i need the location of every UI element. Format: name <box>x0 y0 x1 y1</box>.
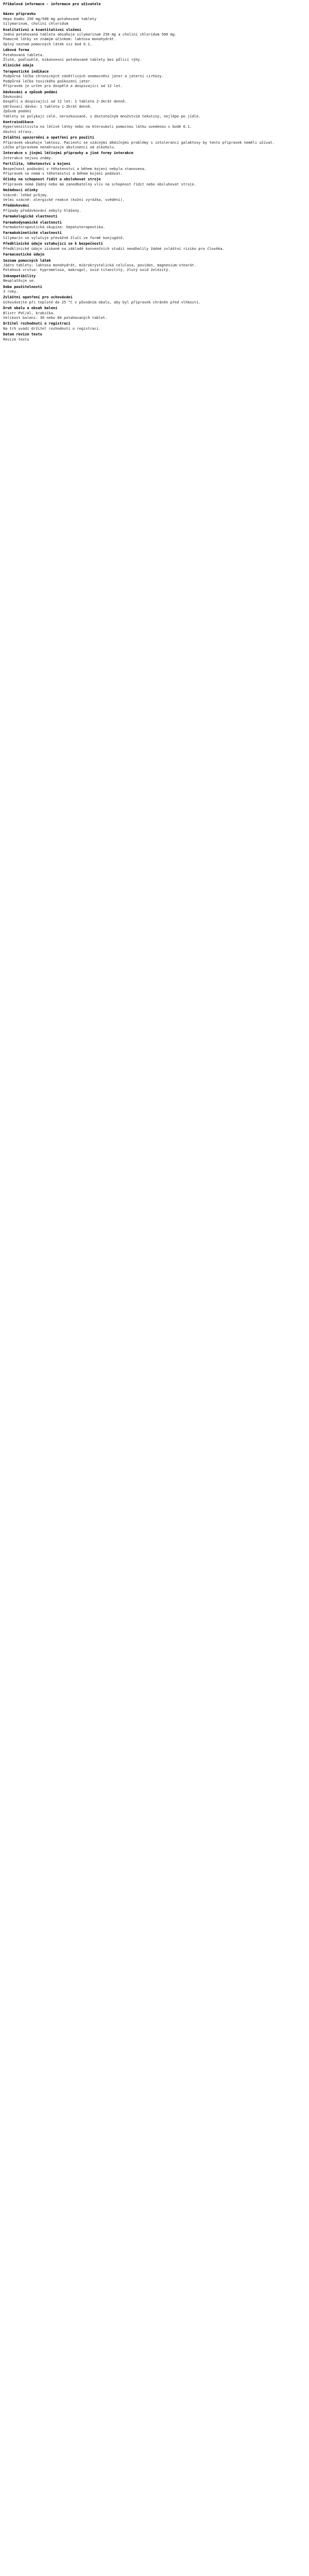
section-line: Silymarinum, cholini chloridum <box>3 22 68 26</box>
section-heading: Kontraindikace <box>3 120 34 124</box>
section-heading: Nežádoucí účinky <box>3 188 38 193</box>
section-block <box>3 321 306 331</box>
section-block <box>3 242 306 251</box>
section-block <box>3 285 306 295</box>
section-block <box>3 306 306 320</box>
section-heading: Klinické údaje <box>3 63 34 68</box>
section-line: Předklinické údaje získané na základě konvenčních studií neodhalily žádné zvláštní riziko pro člověka. <box>3 246 225 251</box>
section-block <box>3 221 306 230</box>
section-heading: Seznam pomocných látek <box>3 258 51 263</box>
section-heading: Držitel rozhodnutí o registraci <box>3 321 71 326</box>
section-line: Blistr PVC/Al, krabička. <box>3 311 56 315</box>
section-line: Hepa Kombi 250 mg/500 mg potahované tablety <box>3 16 97 21</box>
section-block <box>3 63 306 68</box>
document-title: Přibalová informace - informace pro uživatele <box>3 2 101 6</box>
section-heading: Dávkování a způsob podání <box>3 90 58 94</box>
section-block <box>3 188 306 202</box>
section-line: Neuplatňuje se. <box>3 279 36 283</box>
section-heading: Farmakodynamické vlastnosti <box>3 220 62 225</box>
section-heading: Účinky na schopnost řídit a obsluhovat stroje <box>3 177 101 182</box>
section-heading: Terapeutické indikace <box>3 69 49 74</box>
section-line: Hypersenzitivita na léčivé látky nebo na kteroukoli pomocnou látku uvedenou v bodě 6.1. <box>3 125 192 129</box>
section-block <box>3 231 306 241</box>
section-line: Silymarin se vylučuje převážně žlučí ve formě konjugátů. <box>3 235 125 240</box>
section-heading: Farmaceutické údaje <box>3 252 45 257</box>
section-block <box>3 120 306 134</box>
section-block <box>3 70 306 89</box>
section-line: Na trh uvádí držitel rozhodnutí o registraci. <box>3 326 101 331</box>
section-block <box>3 274 306 284</box>
section-block <box>3 12 306 26</box>
section-block <box>3 214 306 219</box>
section-block <box>3 28 306 47</box>
section-line: Jedna potahovaná tableta obsahuje silymarinum 250 mg a cholini chloridum 500 mg. <box>3 32 177 37</box>
section-line: Bezpečnost podávání v těhotenství a během kojení nebyla stanovena. <box>3 166 147 171</box>
section-line: Potahovaná tableta. <box>3 53 45 57</box>
section-heading: Název přípravku <box>3 12 36 16</box>
section-line: Přípravek je určen pro dospělé a dospívající od 12 let. <box>3 84 123 89</box>
section-line: Pomocné látky se známým účinkem: laktosa monohydrát. <box>3 37 116 42</box>
section-line: Úplný seznam pomocných látek viz bod 6.1. <box>3 42 92 46</box>
section-heading: Kvalitativní a kvantitativní složení <box>3 27 81 32</box>
section-heading: Farmakologické vlastnosti <box>3 214 58 219</box>
section-line: Jádro tablety: laktosa monohydrát, mikrokrystalická celulosa, povidon, magnesium-stearát. <box>3 263 197 267</box>
section-line: Dávkování <box>3 94 23 99</box>
section-heading: Datum revize textu <box>3 332 42 337</box>
section-line: Udržovací dávka: 1 tableta 1-2krát denně. <box>3 104 92 109</box>
section-block <box>3 151 306 161</box>
section-line: Potahová vrstva: hypromelosa, makrogol, oxid titaničitý, žlutý oxid železitý. <box>3 268 170 273</box>
section-heading: Předklinické údaje vztahující se k bezpečnosti <box>3 242 103 246</box>
section-line: Velikost balení: 30 nebo 60 potahovaných tablet. <box>3 315 108 320</box>
section-heading: Farmakokinetické vlastnosti <box>3 231 62 235</box>
section-block <box>3 162 306 176</box>
section-line: 3 roky. <box>3 289 19 294</box>
section-line: Uchovávejte při teplotě do 25 °C v původním obalu, aby byl přípravek chráněn před vlhkostí. <box>3 300 201 304</box>
section-line: Dospělí a dospívající od 12 let: 1 tableta 2-3krát denně. <box>3 99 127 104</box>
section-block <box>3 259 306 273</box>
section-line: Farmakoterapeutická skupina: hepatoterapeutika. <box>3 225 106 230</box>
section-line: Léčba přípravkem nenahrazuje abstinenci od alkoholu. <box>3 145 116 149</box>
section-line: Vzácně: lehké průjmy. <box>3 193 49 197</box>
section-block <box>3 332 306 342</box>
section-block <box>3 252 306 257</box>
leaflet-document <box>0 0 309 348</box>
section-block <box>3 177 306 187</box>
sections-container <box>3 12 306 342</box>
section-block <box>3 48 306 62</box>
section-line: Přípravek nemá žádný nebo má zanedbatelný vliv na schopnost řídit nebo obsluhovat stroje. <box>3 182 197 187</box>
section-heading: Druh obalu a obsah balení <box>3 306 58 311</box>
section-line: Podpůrná léčba chronických zánětlivých onemocnění jater a jaterní cirhózy. <box>3 74 164 79</box>
section-line: Akutní otravy. <box>3 129 34 134</box>
section-line: Podpůrná léčba toxického poškození jater. <box>3 79 92 83</box>
section-line: Případy předávkování nebyly hlášeny. <box>3 208 81 213</box>
spacer <box>3 7 306 12</box>
section-heading: Předávkování <box>3 204 29 208</box>
section-block <box>3 204 306 213</box>
section-line: Velmi vzácně: alergické reakce (kožní vyrážka, svědění). <box>3 198 125 202</box>
section-line: Tablety se polykají celé, nerozkousané, s dostatečným množstvím tekutiny, nejlépe po jídle. <box>3 114 201 118</box>
section-line: Interakce nejsou známy. <box>3 156 53 160</box>
section-heading: Léková forma <box>3 48 29 53</box>
section-heading: Zvláštní opatření pro uchovávání <box>3 295 73 300</box>
section-heading: Inkompatibility <box>3 274 36 278</box>
section-block <box>3 135 306 150</box>
section-line: Přípravek se nemá v těhotenství a během kojení podávat. <box>3 172 123 176</box>
section-block <box>3 90 306 119</box>
section-heading: Interakce s jinými léčivými přípravky a jiné formy interakce <box>3 151 133 156</box>
section-line: Přípravek obsahuje laktosu. Pacienti se vzácnými dědičnými problémy s intolerancí galaktosy by tento přípravek neměli užívat. <box>3 140 274 145</box>
section-line: Revize textu <box>3 337 29 342</box>
section-heading: Fertilita, těhotenství a kojení <box>3 162 71 166</box>
section-line: Způsob podání <box>3 109 31 114</box>
section-line: Žluté, podlouhlé, bikonvexní potahované tablety bez půlicí rýhy. <box>3 58 142 62</box>
section-heading: Zvláštní upozornění a opatření pro použití <box>3 135 95 140</box>
section-block <box>3 295 306 305</box>
section-heading: Doba použitelnosti <box>3 284 42 289</box>
